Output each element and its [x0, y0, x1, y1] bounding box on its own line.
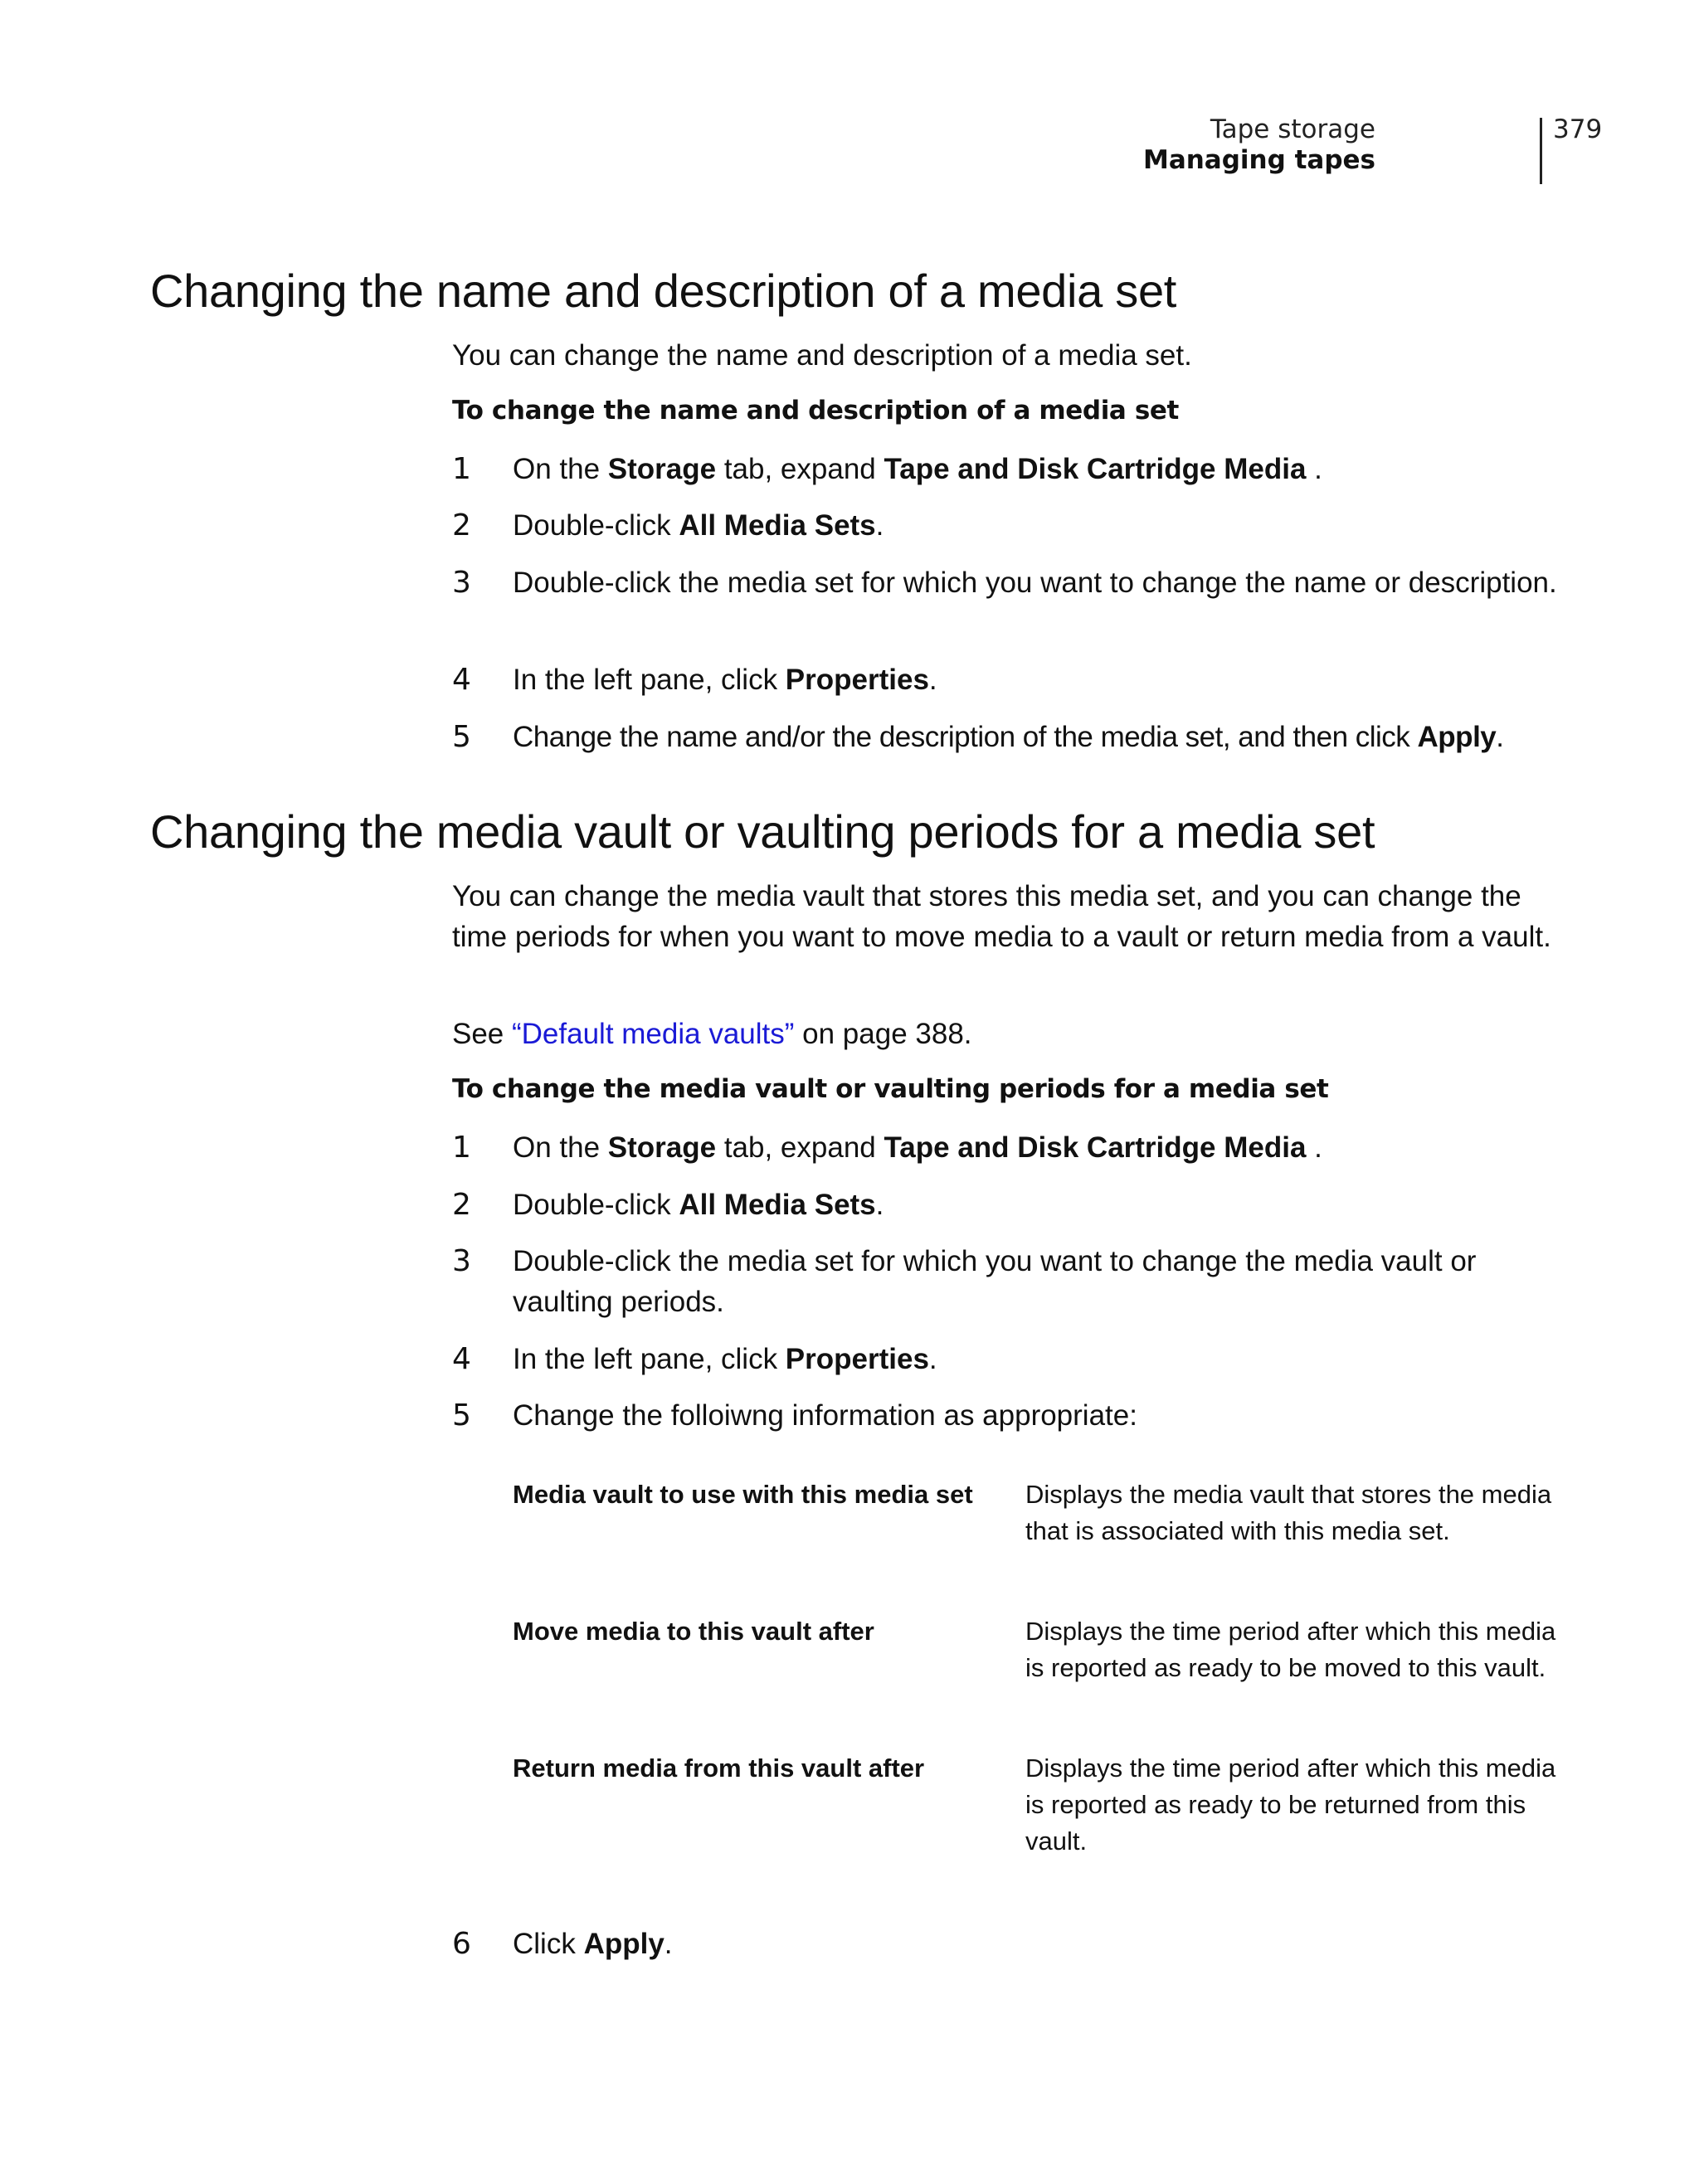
step-text: On the Storage tab, expand Tape and Disk Cartridge Media .	[513, 453, 1322, 485]
step-number: 5	[452, 720, 471, 754]
table-term: Media vault to use with this media set	[513, 1480, 973, 1509]
section1-procedure-title: To change the name and description of a media set	[452, 396, 1179, 426]
header-section: Managing tapes	[1142, 145, 1375, 175]
section2-heading: Changing the media vault or vaulting periods for a media set	[150, 805, 1375, 858]
header-divider	[1540, 118, 1542, 184]
see-reference: See “Default media vaults” on page 388.	[452, 1018, 972, 1050]
step-number: 4	[452, 663, 471, 697]
section1-intro: You can change the name and description of a media set.	[452, 339, 1192, 372]
table-description: Displays the time period after which this media is reported as ready to be moved to this vault.	[1025, 1617, 1556, 1682]
header-chapter: Tape storage	[1210, 114, 1375, 144]
section2-procedure-title: To change the media vault or vaulting periods for a media set	[452, 1074, 1329, 1104]
table-description: Displays the media vault that stores the media that is associated with this media set.	[1025, 1480, 1552, 1545]
step-text: In the left pane, click Properties.	[513, 664, 937, 696]
step-number: 3	[452, 1244, 471, 1278]
step-number: 5	[452, 1398, 471, 1432]
page-header	[1142, 114, 1603, 187]
step-number: 1	[452, 1131, 471, 1165]
step-number: 4	[452, 1342, 471, 1376]
step-number: 3	[452, 566, 471, 600]
step-text: Change the name and/or the description of the media set, and then click Apply.	[513, 721, 1504, 753]
step-number: 6	[452, 1927, 471, 1961]
table-term: Return media from this vault after	[513, 1754, 925, 1783]
section2-intro: You can change the media vault that stores this media set, and you can change the time periods for when you want to move media to a vault or return media from a vault.	[452, 880, 1551, 953]
table-term: Move media to this vault after	[513, 1617, 874, 1646]
step-text: Double-click the media set for which you want to change the name or description.	[513, 567, 1557, 599]
step-text: Double-click All Media Sets.	[513, 509, 884, 542]
table-description: Displays the time period after which this media is reported as ready to be returned from this vault.	[1025, 1754, 1556, 1856]
step-text: Double-click All Media Sets.	[513, 1189, 884, 1221]
default-media-vaults-link[interactable]: “Default media vaults”	[512, 1018, 795, 1050]
step-text: Double-click the media set for which you want to change the media vault or vaulting periods.	[513, 1245, 1477, 1318]
step-text: On the Storage tab, expand Tape and Disk Cartridge Media .	[513, 1131, 1322, 1164]
step-number: 2	[452, 1188, 471, 1222]
step-text: In the left pane, click Properties.	[513, 1343, 937, 1375]
section1-heading: Changing the name and description of a media set	[150, 265, 1177, 317]
step-number: 2	[452, 508, 471, 542]
step-text: Change the folloiwng information as appropriate:	[513, 1399, 1137, 1432]
step-number: 1	[452, 452, 471, 486]
step-text: Click Apply.	[513, 1928, 673, 1960]
page-number: 379	[1553, 114, 1603, 144]
